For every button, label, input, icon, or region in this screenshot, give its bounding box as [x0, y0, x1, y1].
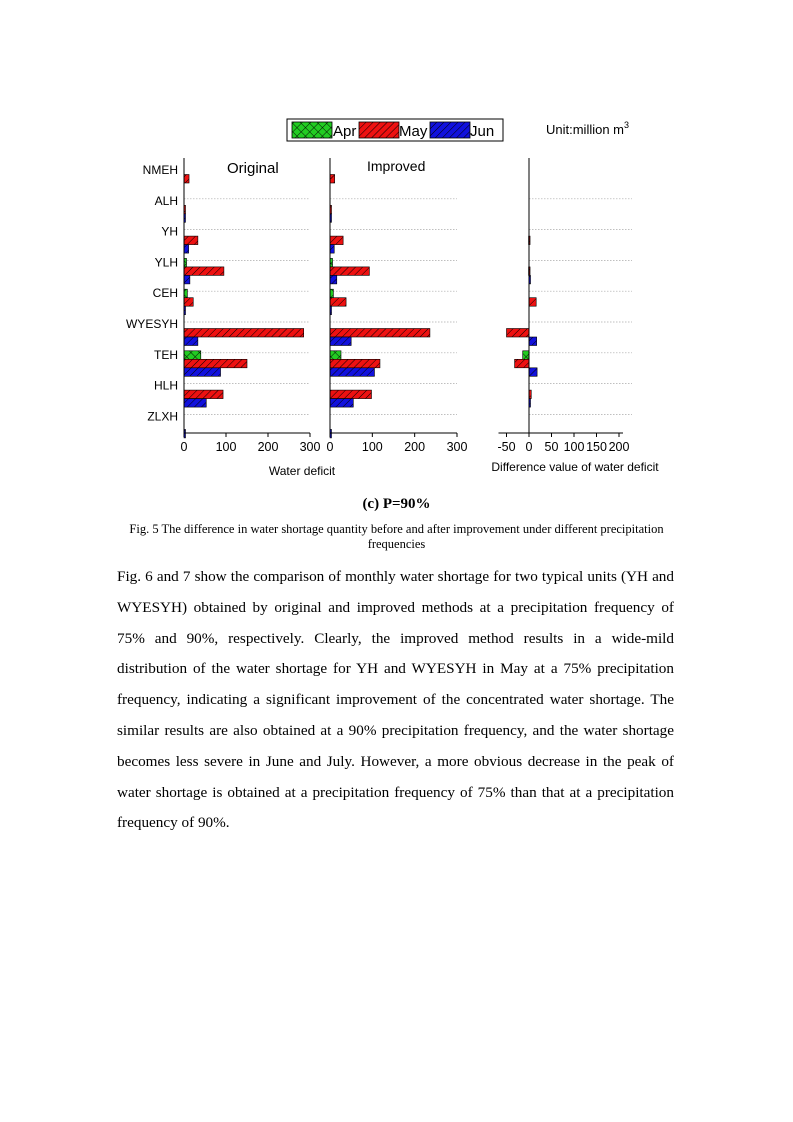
figure-subcaption: (c) P=90%	[362, 496, 431, 512]
x-tick-label: 0	[525, 440, 533, 454]
bar-hatch	[330, 390, 371, 399]
bar-hatch	[184, 175, 189, 184]
panel-title-original: Original	[227, 160, 279, 177]
body-paragraph: Fig. 6 and 7 show the comparison of monthly water shortage for two typical units (YH and WYESYH) obtained by original and improved methods at a precipitation frequency of 75% and 90%, respectively. Clearly, the improved method results in a wide-mild distribution of the water shortage for YH and WYESYH in May at a 75% precipitation frequency, indicating a significant improvement of the concentrated water shortage. The similar results are also obtained at a 90% precipitation frequency, and the water shortage becomes less severe in June and July. However, a more obvious decrease in the peak of water shortage is obtained at a precipitation frequency of 75% than that at a precipitation frequency of 90%.	[117, 568, 674, 832]
bar-hatch	[529, 368, 537, 377]
bar-hatch	[330, 289, 333, 298]
bar-hatch	[330, 245, 334, 254]
x-axis-label-right: Difference value of water deficit	[491, 460, 659, 474]
bar-hatch	[184, 390, 223, 399]
legend-label-jun: Jun	[470, 123, 495, 140]
y-tick-label-alh: ALH	[154, 193, 178, 208]
x-tick-label: 300	[446, 440, 468, 454]
bar-hatch	[330, 399, 353, 408]
figure-5c-chart	[0, 0, 793, 490]
bar-hatch	[184, 351, 201, 360]
x-tick-label: 150	[586, 440, 607, 454]
bar-hatch	[184, 298, 193, 307]
bar-hatch	[330, 298, 346, 307]
x-tick-label: 300	[299, 440, 321, 454]
bar-hatch	[330, 329, 430, 338]
bar-hatch	[330, 351, 341, 360]
chart-legend	[287, 119, 503, 141]
legend-label-may: May	[399, 123, 428, 140]
x-tick-label: 0	[180, 440, 188, 454]
figure-caption: Fig. 5 The difference in water shortage quantity before and after improvement under different precipitation frequencies	[129, 522, 664, 551]
unit-superscript: 3	[624, 120, 630, 130]
x-tick-label: 50	[544, 440, 559, 454]
y-tick-label-yh: YH	[161, 224, 178, 239]
x-tick-label: 100	[361, 440, 383, 454]
y-tick-label-wyesyh: WYESYH	[125, 317, 178, 331]
x-tick-label: -50	[497, 440, 516, 454]
bar-hatch	[330, 267, 369, 276]
bar-hatch	[529, 337, 537, 346]
bar-hatch	[330, 236, 343, 245]
bar-hatch	[184, 236, 198, 245]
unit-label-text: Unit:million m	[546, 122, 625, 137]
x-tick-label: 100	[563, 440, 585, 454]
y-tick-label-teh: TEH	[154, 347, 178, 362]
bar-hatch	[330, 359, 380, 368]
y-tick-label-ceh: CEH	[152, 286, 178, 301]
y-tick-label-ylh: YLH	[154, 255, 178, 270]
x-tick-label: 100	[215, 440, 237, 454]
x-axis-label-left: Water deficit	[268, 464, 336, 478]
bar-hatch	[184, 329, 304, 338]
bar-hatch	[184, 368, 221, 377]
bar-hatch	[184, 289, 187, 298]
bar-hatch	[330, 275, 337, 284]
x-tick-label: 200	[404, 440, 426, 454]
bar-hatch	[184, 359, 247, 368]
bar-hatch	[184, 245, 189, 254]
unit-label	[546, 120, 629, 137]
bar-hatch	[184, 337, 198, 346]
bar-hatch	[507, 329, 530, 338]
panel-title-improved: Improved	[367, 158, 426, 174]
y-tick-label-zlxh: ZLXH	[147, 409, 178, 424]
x-tick-label: 200	[257, 440, 279, 454]
bar-hatch	[515, 359, 529, 368]
bar-hatch	[184, 275, 190, 284]
bar-hatch	[184, 267, 224, 276]
y-tick-label-nmeh: NMEH	[142, 163, 178, 177]
bar-hatch	[330, 175, 335, 184]
y-tick-label-hlh: HLH	[153, 378, 178, 393]
x-tick-label: 200	[608, 440, 630, 454]
bar-hatch	[529, 298, 536, 307]
legend-label-apr: Apr	[333, 123, 357, 140]
bar-hatch	[523, 351, 529, 360]
bar-hatch	[184, 399, 206, 408]
bar-hatch	[330, 337, 351, 346]
x-tick-label: 0	[326, 440, 334, 454]
bar-hatch	[330, 368, 374, 377]
